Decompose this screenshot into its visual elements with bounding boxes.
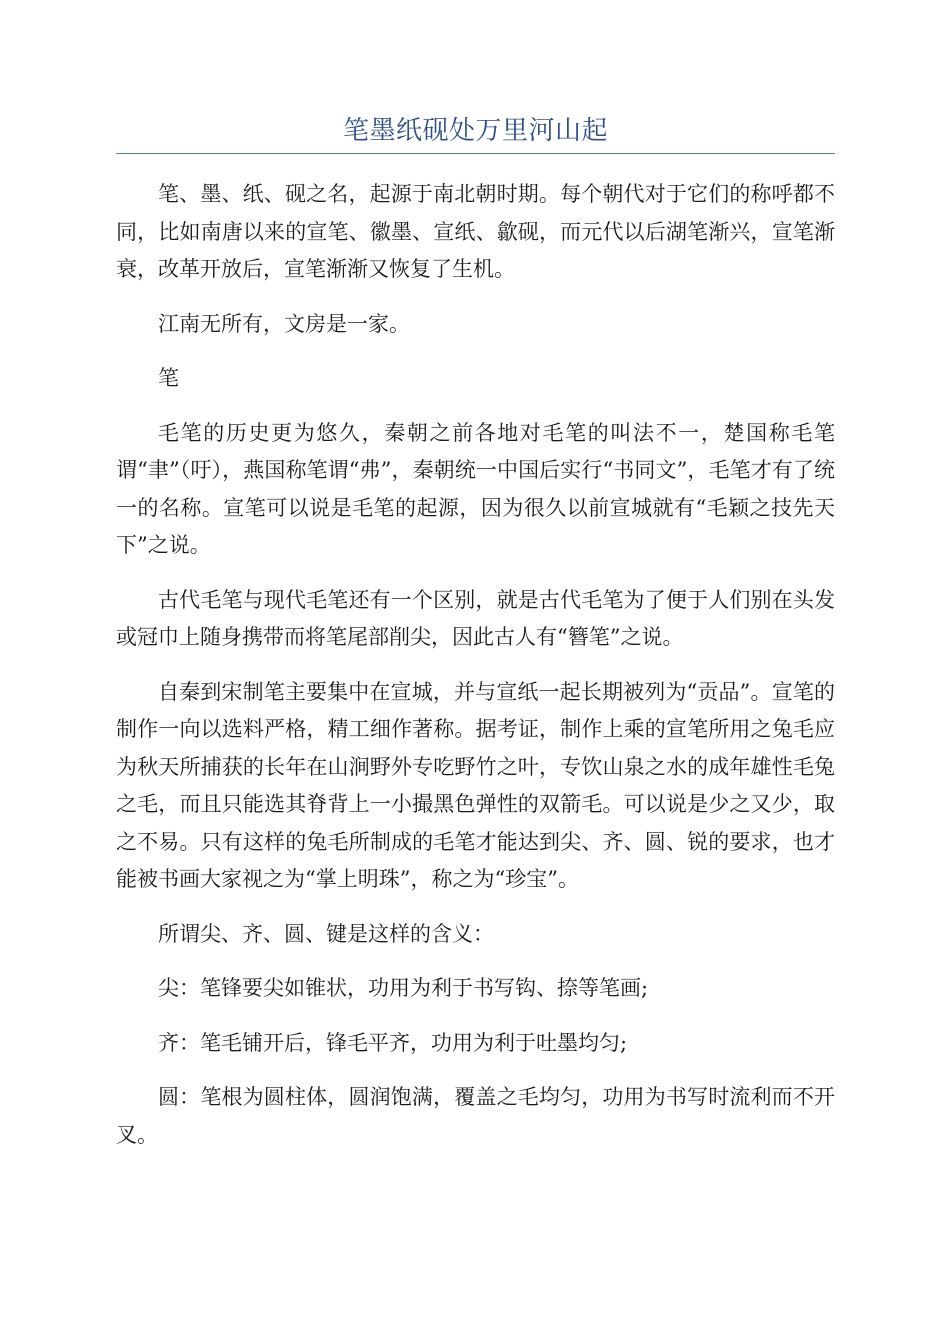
document-title: 笔墨纸砚处万里河山起	[342, 116, 608, 146]
paragraph: 笔、墨、纸、砚之名，起源于南北朝时期。每个朝代对于它们的称呼都不同，比如南唐以来的宣笔、徽墨、宣纸、歙砚，而元代以后湖笔渐兴，宣笔渐衰，改革开放后，宣笔渐渐又恢复了生机。	[116, 182, 835, 281]
paragraph: 古代毛笔与现代毛笔还有一个区别，就是古代毛笔为了便于人们别在头发或冠巾上随身携带而将笔尾部削尖，因此古人有“簪笔”之说。	[116, 587, 835, 649]
paragraph: 毛笔的历史更为悠久，秦朝之前各地对毛笔的叫法不一，楚国称毛笔谓“聿”（吁），燕国称笔谓“弗”，秦朝统一中国后实行“书同文”，毛笔才有了统一的名称。宣笔可以说是毛笔的起源，因为很久以前宣城就有“毛颖之技先天下”之说。	[116, 420, 835, 557]
paragraph: 所谓尖、齐、圆、键是这样的含义：	[158, 921, 494, 946]
paragraph: 江南无所有，文房是一家。	[158, 311, 410, 336]
paragraph: 齐：笔毛铺开后，锋毛平齐，功用为利于吐墨均匀;	[158, 1030, 628, 1055]
title-underline	[116, 153, 835, 154]
paragraph: 圆：笔根为圆柱体，圆润饱满，覆盖之毛均匀，功用为书写时流利而不开叉。	[116, 1085, 835, 1147]
document-body	[116, 176, 835, 1171]
section-heading-brush: 笔	[158, 366, 179, 390]
paragraph: 尖：笔锋要尖如锥状，功用为利于书写钩、捺等笔画;	[158, 976, 649, 1000]
paragraph: 自秦到宋制笔主要集中在宣城，并与宣纸一起长期被列为“贡品”。宣笔的制作一向以选料严格，精工细作著称。据考证，制作上乘的宣笔所用之兔毛应为秋天所捕获的长年在山涧野外专吃野竹之叶，专饮山泉之水的成年雄性毛兔之毛，而且只能选其脊背上一小撮黑色弹性的双箭毛。可以说是少之又少，取之不易。只有这样的兔毛所制成的毛笔才能达到尖、齐、圆、锐的要求，也才能被书画大家视之为“掌上明珠”，称之为“珍宝”。	[116, 679, 835, 891]
